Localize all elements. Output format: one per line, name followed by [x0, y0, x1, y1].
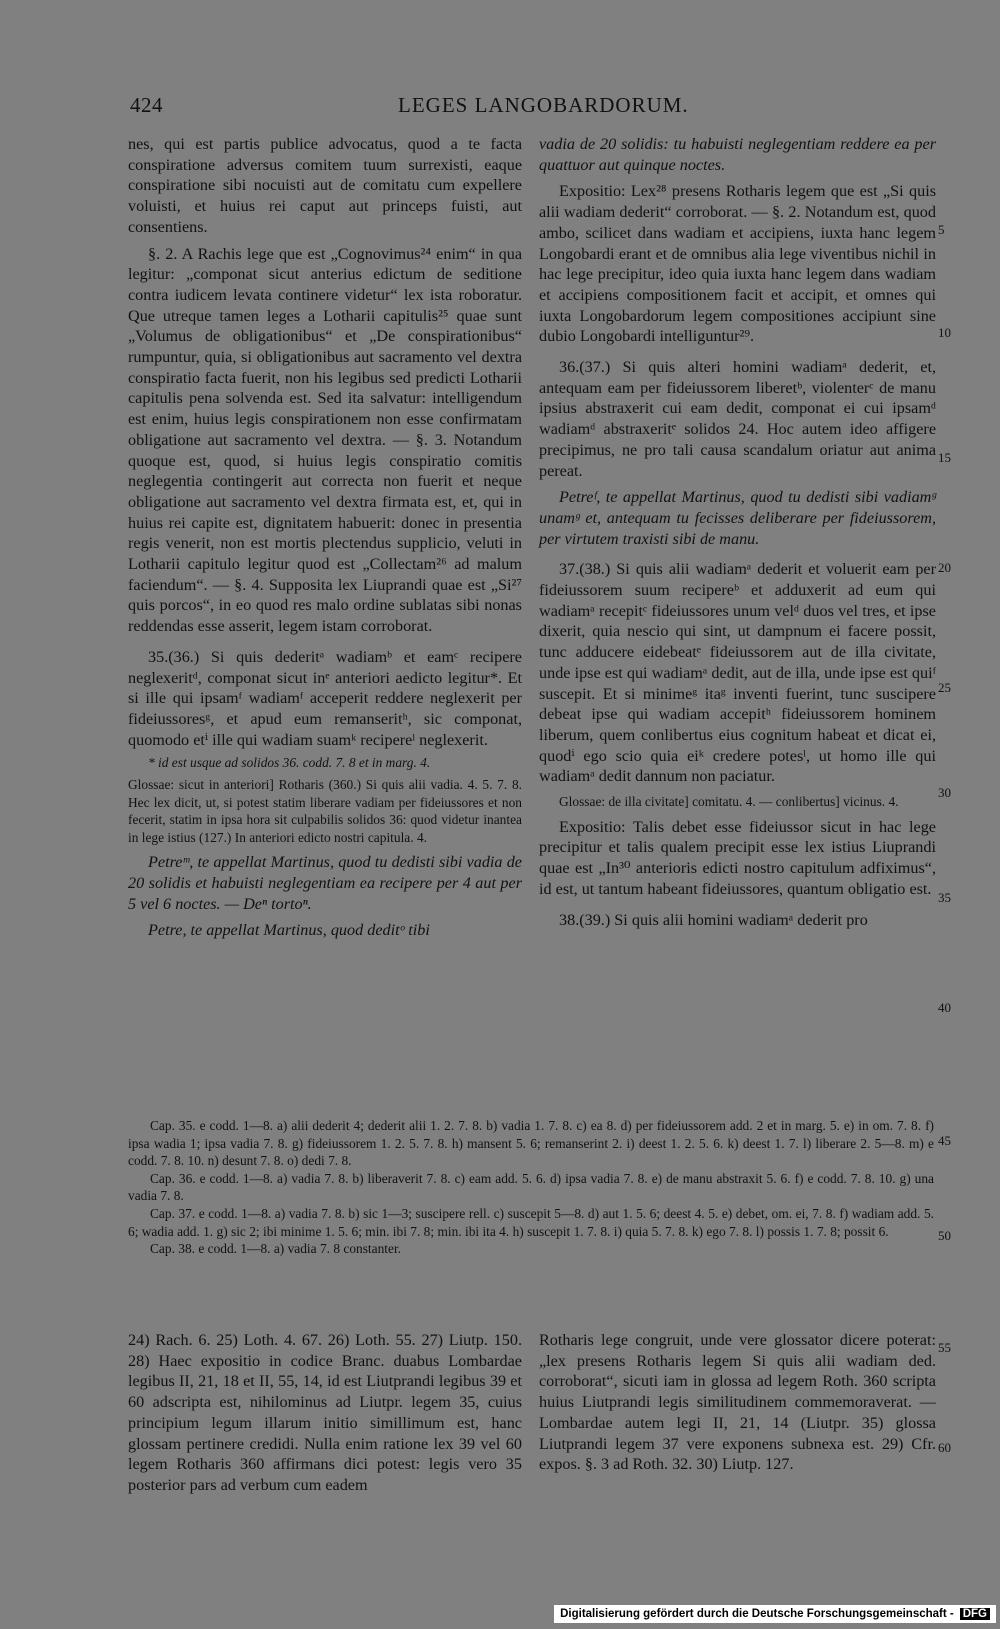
line-number: 20	[938, 560, 951, 575]
line-number: 35	[938, 890, 951, 905]
expositio: Expositio: Lex²⁸ presens Rotharis legem que est „Si quis alii wadiam dederit“ corroborat. — §. 2. Notandum est, quod ambo, scilicet dans wadiam et accipiens, iuxta hanc legem Longobardi erant et de omnibus alia lege viventibus nichil in hac lege precipitur, ideo quia iuxta hanc legem dans wadiam et accipiens compositionem facit et accipit, et omnes qui iuxta Longobardorum legem compositiones accipiunt sine dubio Longobardi intelliguntur²⁹.	[539, 182, 936, 346]
variant-note: Cap. 35. e codd. 1—8. a) alii dederit 4; dederit alii 1. 2. 7. 8. b) vadia 1. 7. 8. c) ea 8. d) per fideiussorem add. 2 et in marg. 5. e) in om. 7. 8. f) ipsa wadia 1; ipsa vadia 7. 8. g) fideiussorem 1. 2. 5. 7. 8. h) mansent 5. 6; remanserint 2. i) deest 1. 2. 5. 6. k) deest 1. 7. l) liberare 2. 5—8. m) e codd. 7. 8. 10. n) desunt 7. 8. o) dedi 7. 8.	[128, 1118, 934, 1169]
line-number: 15	[938, 450, 951, 465]
footnotes-left	[128, 1330, 522, 1496]
line-number: 50	[938, 1228, 951, 1243]
variant-note: Cap. 36. e codd. 1—8. a) vadia 7. 8. b) liberaverit 7. 8. c) eam add. 5. 6. d) ipsa vadia 7. 8. e) de manu abstraxit 5. 6. f) e codd. 7. 8. 10. g) una vadia 7. 8.	[128, 1170, 934, 1204]
line-number: 10	[938, 325, 951, 340]
right-column	[539, 134, 936, 930]
page-number: 424	[130, 93, 163, 117]
running-title: LEGES LANGOBARDORUM.	[398, 93, 689, 117]
glossae: Glossae: de illa civitate] comitatu. 4. — conlibertus] vicinus. 4.	[559, 794, 899, 810]
formula: Petreᵐ, te appellat Martinus, quod tu dedisti sibi vadia de 20 solidis et habuisti neglegentiam ea recipere per 4 aut per 5 vel 6 noctes. — Deⁿ tortoⁿ.	[128, 853, 522, 913]
digitization-credit	[554, 1605, 996, 1623]
paragraph: §. 2. A Rachis lege que est „Cognovimus²⁴ enim“ in qua legitur: „componat sicut anterius edictum de seditione contra iudicem levata continere videtur“ lex ista roboratur. Que utreque tamen leges a Lotharii capitulis²⁵ quae sunt „Volumus de obligationibus“ et „De conspirationibus“ rumpuntur, quia, si obligationibus aut sacramento vel dextra conspiratio facta fuerit, non his legibus sed predicti Lotharii capitulis pena solvenda est. Sed ita salvatur: intelligendum est enim, huius legis conspirationem non esse confirmatam obligatione aut sacramento vel dextra. — §. 3. Notandum quoque est, quod, si huius legis conspiratio comitis neglegentia contingerit aut correcta non fuerit et neque obligatione aut sacramento vel dextra firmata est, et, qui in huius rei capite est, dignitatem habuerit: donec in presentia regis venerit, non est mortis plectendus supplicio, veluti in Lotharii capitulo legitur quod est „Collectam²⁶ ad malum faciendum“. — §. 4. Supposita lex Liuprandi quae est „Si²⁷ quis porcos“, in eo quod res malo ordine sublatas sibi nonas reddendas esse asserit, legem istam corroborat.	[128, 244, 522, 636]
variant-note: Cap. 38. e codd. 1—8. a) vadia 7. 8 constanter.	[150, 1241, 402, 1257]
line-number: 40	[938, 1000, 951, 1015]
line-number: 30	[938, 785, 951, 800]
footnotes-right	[539, 1330, 936, 1475]
note-star: * id est usque ad solidos 36. codd. 7. 8 et in marg. 4.	[148, 755, 431, 771]
variant-notes	[128, 1117, 934, 1258]
law-38: 38.(39.) Si quis alii homini wadiamᵃ dederit pro	[559, 910, 868, 929]
line-number: 55	[938, 1340, 951, 1355]
formula: Petre, te appellat Martinus, quod deditᵒ tibi	[148, 921, 430, 940]
law-36: 36.(37.) Si quis alteri homini wadiamᵃ dederit, et, antequam eam per fideiussorem liberetᵇ, violenterᶜ de manu ipsius abstraxerit cui eam dedit, componat ei cui ipsamᵈ wadiamᵈ abstraxeritᵉ solidos 24. Hoc autem ideo affigere precipimus, ne pro tali causa scandalum oriatur aut anima pereat.	[539, 358, 936, 480]
dfg-logo: DFG	[960, 1608, 990, 1620]
credit-text: Digitalisierung gefördert durch die Deutsche Forschungsgemeinschaft -	[560, 1608, 954, 1620]
glossae: Glossae: sicut in anteriori] Rotharis (360.) Si quis alii vadia. 4. 5. 7. 8. Hec lex dicit, ut, si potest statim liberare vadiam per fideiussores et non fecerit, statim in ipsa hora sit culpabilis solidos 36: quod videtur inantea in lege istius (127.) In anteriori edicto nostri capitula. 4.	[128, 776, 522, 845]
formula: vadia de 20 solidis: tu habuisti neglegentiam reddere ea per quattuor aut quinque noctes.	[539, 135, 936, 174]
line-number: 60	[938, 1440, 951, 1455]
variant-note: Cap. 37. e codd. 1—8. a) vadia 7. 8. b) sic 1—3; suscipere rell. c) suscepit 5—8. d) aut 1. 5. 6; deest 4. 5. e) debet, om. ei, 7. 8. f) wadiam add. 5. 6; wadia add. 1. g) sic 2; ibi minime 1. 5. 6; min. ibi 7. 8; min. ibi ita 4. h) suscepit 1. 7. 8. i) quia 5. 7. 8. k) ego 7. 8. l) possis 1. 7. 8; possit 6.	[128, 1205, 934, 1239]
expositio: Expositio: Talis debet esse fideiussor sicut in hac lege precipitur et talis qualem precipit esse lex istius Liuprandi quae est „In³⁰ anterioris edicti nostro capitulum adfiximus“, id est, ut tantum habeant fideiussores, quantum obligatio est.	[539, 817, 936, 898]
law-37: 37.(38.) Si quis alii wadiamᵃ dederit et voluerit eam per fideiussorem suum recipereᵇ et adduxerit ad eum qui wadiamᵃ recepitᶜ fideiussores unum velᵈ duos vel tres, et ipse dixerit, quia nescio qui sint, ut dampnum ei facere possit, tunc adducere eidebeatᵉ fideiussorem aut de illa civitate, unde ipse est qui wadiamᵃ dedit, aut de illa, unde ipse est quiᶠ suscepit. Et si minimeᵍ itaᵍ inventi fuerint, tunc suscipere debeat ipse qui wadiam accepitʰ fideiussorem hominem liberum, quem conlibertus eius cognitum habeat et dicat ei, quodⁱ ego scio quia eiᵏ credere potesˡ, ut homo ille qui wadiamᵃ dedit dannum non paciatur.	[539, 560, 936, 786]
footnotes: 24) Rach. 6. 25) Loth. 4. 67. 26) Loth. 55. 27) Liutp. 150. 28) Haec expositio in codice Branc. duabus Lombardae legibus II, 21, 18 et II, 55, 14, id est Liutprandi legibus 39 et 60 adscripta est, nihilominus ad Liutpr. legem 35, cuius principium legum illarum initio simillimum est, hanc glossam pertinere credidi. Nulla enim ratione lex 39 vel 60 legem Rotharis 360 affirmans dici potest: legis vero 35 posterior pars ad verbum cum eadem	[128, 1331, 522, 1494]
left-column	[128, 134, 522, 941]
formula: Petreᶠ, te appellat Martinus, quod tu dedisti sibi vadiamᵍ unamᵍ et, antequam tu fecisses deliberare per fideiussorem, per virtutem traxisti sibi de manu.	[539, 488, 936, 548]
footnotes: Rotharis lege congruit, unde vere glossator dicere poterat: „lex presens Rotharis legem Si quis alii wadiam ded. corroborat“, sicuti iam in glossa ad legem Roth. 360 scripta huius Liutprandi legis similitudinem commemoraverat. — Lombardae autem legi II, 21, 14 (Liutpr. 35) glossa Liutprandi legem 37 vere exponens subnexa est. 29) Cfr. expos. §. 3 ad Roth. 32. 30) Liutp. 127.	[539, 1331, 936, 1474]
law-35: 35.(36.) Si quis dederitᵃ wadiamᵇ et eamᶜ recipere neglexeritᵈ, componat sicut inᵉ anteriori aedicto legitur*. Et si ille qui ipsamᶠ wadiamᶠ acceperit reddere neglexerit per fideiussoresᵍ, et apud eum remanseritʰ, sic componat, quomodo etⁱ ille qui wadiam suamᵏ recipereˡ neglexerit.	[128, 647, 522, 749]
line-number: 45	[938, 1133, 951, 1148]
paragraph: nes, qui est partis publice advocatus, quod a te facta conspiratione adversus comitem tuum surrexisti, eaque conspiratione sibi nocuisti aut de comitatu cum expellere voluisti, et huius rei caput aut princeps fuisti, aut consentiens.	[128, 135, 522, 236]
line-number: 5	[938, 222, 945, 237]
line-number: 25	[938, 680, 951, 695]
